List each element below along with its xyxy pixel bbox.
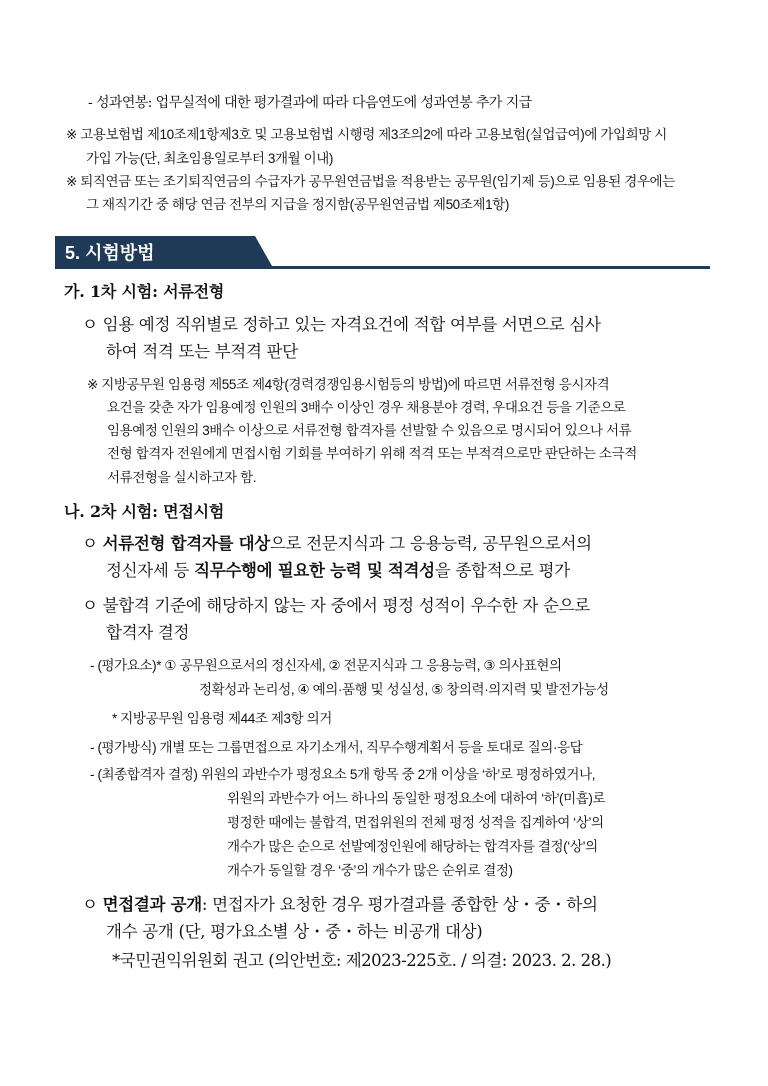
- evaluation-method-line: - (평가방식) 개별 또는 그룹면접으로 자기소개서, 직무수행계획서 등을 토대로 질의·응답: [90, 740, 583, 755]
- section-title: 5. 시험방법: [65, 243, 155, 263]
- insurance-note-line-1: ※ 고용보험법 제10조제1항제3호 및 고용보험법 시행령 제3조의2에 따라 고용보험(실업급여)에 가입희망 시: [66, 127, 667, 142]
- stage2-heading: 나. 2차 시험: 면접시험: [64, 502, 225, 521]
- bullet-marker: ㅇ: [82, 895, 98, 914]
- insurance-note-line-2: 가입 가능(단, 최초임용일로부터 3개월 이내): [86, 151, 333, 166]
- evaluation-elements-basis: * 지방공무원 임용령 제44조 제3항 의거: [112, 711, 332, 726]
- body-text: 으로 전문지식과 그 응용능력, 공무원으로서의: [269, 534, 592, 553]
- stage1-heading: 가. 1차 시험: 서류전형: [64, 282, 225, 301]
- pension-note-line-1: ※ 퇴직연금 또는 조기퇴직연금의 수급자가 공무원연금법을 적용받는 공무원(임기제 등)으로 임용된 경우에는: [66, 174, 675, 189]
- evaluation-elements-line-1: - (평가요소)* ① 공무원으로서의 정신자세, ② 전문지식과 그 응용능력, ③ 의사표현의: [90, 658, 562, 673]
- section-header: [55, 236, 710, 270]
- body-text: 을 종합적으로 평가: [434, 561, 570, 580]
- stage2-bullet1-line-2: [106, 557, 570, 581]
- stage1-bullet-line-2: 하여 적격 또는 부적격 판단: [106, 342, 298, 361]
- final-decision-line-1: - (최종합격자 결정) 위원의 과반수가 평정요소 5개 항목 중 2개 이상을 ‘하’로 평정하였거나,: [90, 767, 596, 782]
- stage1-note-line-4: 전형 합격자 전원에게 면접시험 기회를 부여하기 위해 적격 또는 부적격으로만 판단하는 소극적: [107, 446, 637, 461]
- stage1-note-line-1: ※ 지방공무원 임용령 제55조 제4항(경력경쟁임용시험등의 방법)에 따르면 서류전형 응시자격: [87, 377, 610, 392]
- final-decision-line-3: 평정한 때에는 불합격, 면접위원의 전체 평정 성적을 집계하여 ‘상’의: [227, 815, 604, 830]
- recommendation-line: *국민권익위원회 권고 (의안번호: 제2023-225호. / 의결: 2023. 2. 28.): [112, 951, 612, 970]
- section-divider: [55, 266, 710, 269]
- evaluation-elements-line-2: 정확성과 논리성, ④ 예의·품행 및 성실성, ⑤ 창의력·의지력 및 발전가능성: [199, 682, 609, 697]
- performance-bonus-line: - 성과연봉: 업무실적에 대한 평가결과에 따라 다음연도에 성과연봉 추가 지급: [88, 95, 532, 111]
- stage1-bullet-line-1: ㅇ 임용 예정 직위별로 정하고 있는 자격요건에 적합 여부를 서면으로 심사: [82, 315, 601, 334]
- stage2-bullet2-line-2: 합격자 결정: [106, 623, 190, 642]
- stage1-note-line-2: 요건을 갖춘 자가 임용예정 인원의 3배수 이상인 경우 채용분야 경력, 우대요건 등을 기준으로: [107, 400, 626, 415]
- emphasis-text: 서류전형 합격자를 대상: [102, 534, 270, 553]
- body-text: : 면접자가 요청한 경우 평가결과를 종합한 상・중・하의: [201, 895, 598, 914]
- body-text: 정신자세 등: [106, 561, 190, 580]
- emphasis-text: 면접결과 공개: [102, 895, 202, 914]
- disclosure-line-1: [82, 891, 598, 915]
- pension-note-line-2: 그 재직기간 중 해당 연금 전부의 지급을 정지함(공무원연금법 제50조제1항): [86, 197, 509, 212]
- stage1-note-line-3: 임용예정 인원의 3배수 이상으로 서류전형 합격자를 선발할 수 있음으로 명시되어 있으나 서류: [107, 423, 632, 438]
- stage2-bullet2-line-1: ㅇ 불합격 기준에 해당하지 않는 자 중에서 평정 성적이 우수한 자 순으로: [82, 596, 590, 615]
- emphasis-text: 직무수행에 필요한 능력 및 적격성: [194, 561, 435, 580]
- final-decision-line-5: 개수가 동일할 경우 ‘중’의 개수가 많은 순위로 결정): [227, 863, 513, 878]
- final-decision-line-2: 위원의 과반수가 어느 하나의 동일한 평정요소에 대하여 ‘하’(미흡)로: [227, 791, 606, 806]
- disclosure-line-2: 개수 공개 (단, 평가요소별 상・중・하는 비공개 대상): [106, 922, 483, 941]
- stage2-bullet1-line-1: [82, 530, 592, 554]
- stage1-note-line-5: 서류전형을 실시하고자 함.: [107, 470, 257, 485]
- bullet-marker: ㅇ: [82, 534, 98, 553]
- final-decision-line-4: 개수가 많은 순으로 선발예정인원에 해당하는 합격자를 결정(‘상’의: [227, 839, 598, 854]
